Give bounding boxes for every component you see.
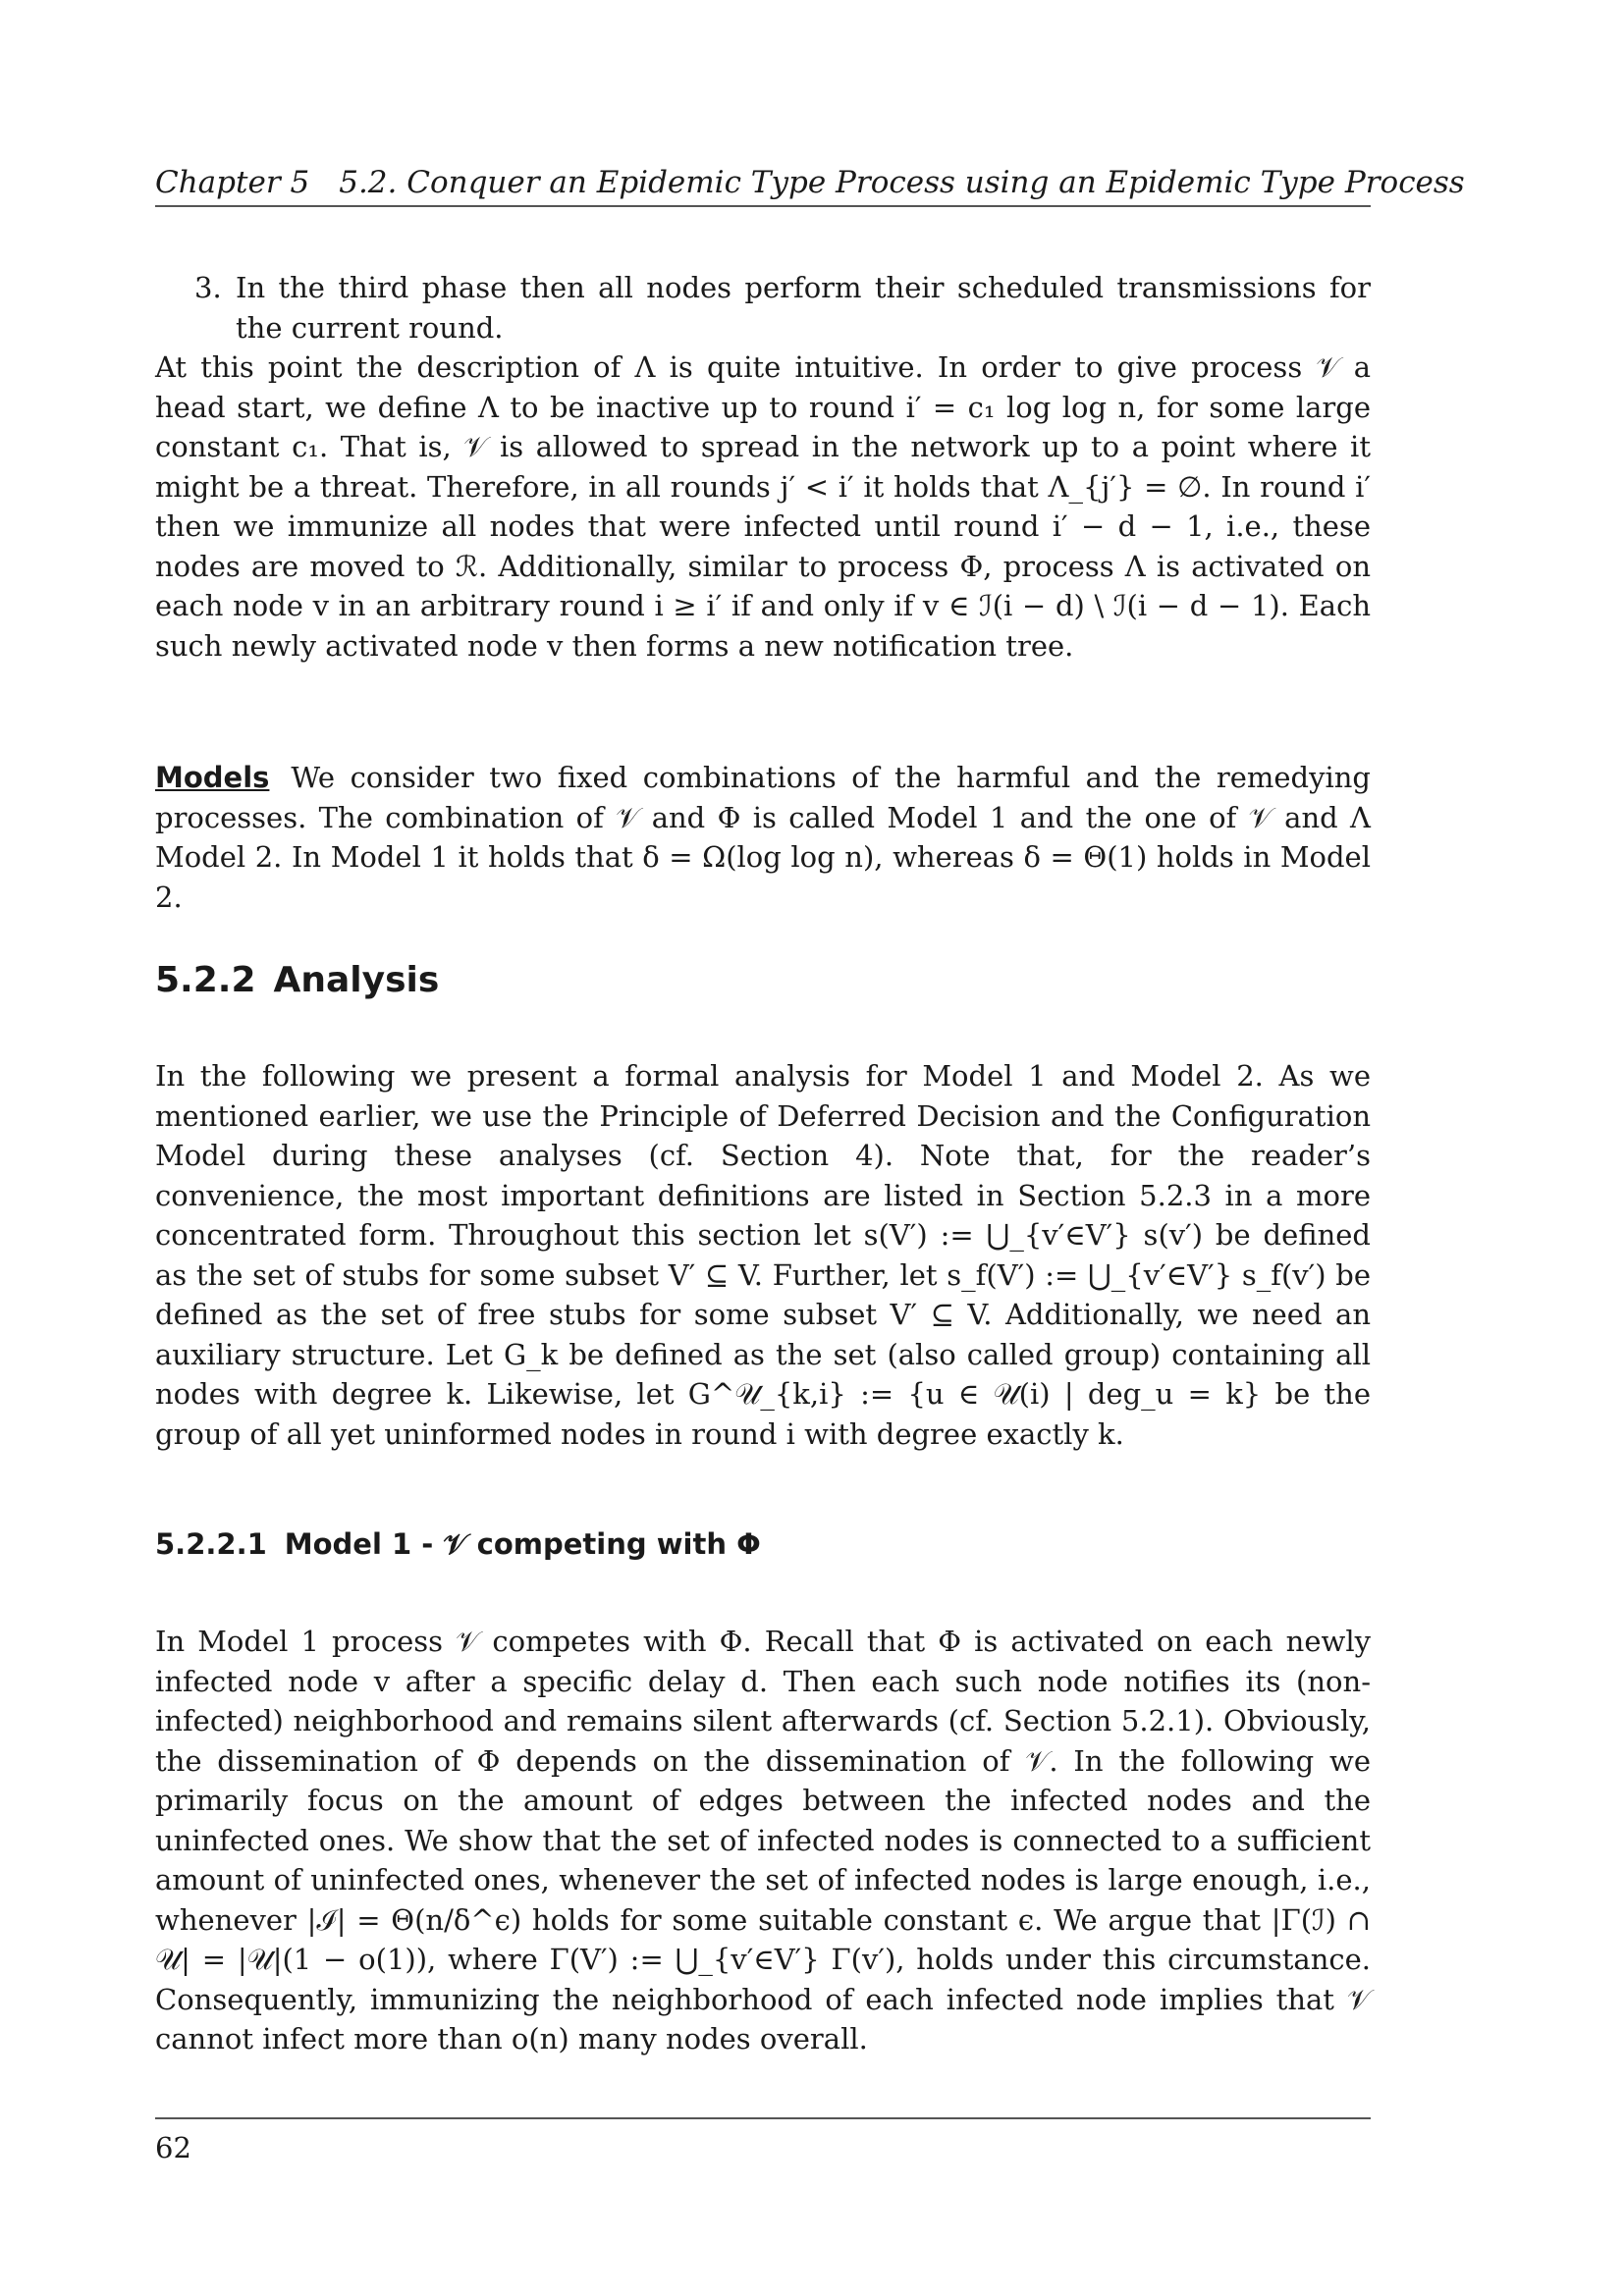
header-chapter: Chapter 5 (155, 165, 310, 200)
paragraph-model1: In Model 1 process 𝒱 competes with Φ. Recall that Φ is activated on each newly infected node v after a specific delay d. Then each such node notifies its (non-infected) neighborhood and remains silent afterwards (cf. Section 5.2.1). Obviously, the dissemination of Φ depends on the dissemination of 𝒱. In the following we primarily focus on the amount of edges between the infected nodes and the uninfected ones. We show that the set of infected nodes is connected to a sufficient amount of uninfected ones, whenever the set of infected nodes is large enough, i.e., whenever |ℐ| = Θ(n/δ^ϵ) holds for some suitable constant ϵ. We argue that |Γ(ℐ) ∩ 𝒰| = |𝒰|(1 − o(1)), where Γ(V′) := ⋃_{v′∈V′} Γ(v′), holds under this circumstance. Consequently, immunizing the neighborhood of each infected node implies that 𝒱 cannot infect more than o(n) many nodes overall. (155, 1625, 1371, 2056)
paragraph-analysis: In the following we present a formal analysis for Model 1 and Model 2. As we mentioned earlier, we use the Principle of Deferred Decision and the Configuration Model during these analyses (cf. Section 4). Note that, for the reader’s convenience, the most important definitions are listed in Section 5.2.3 in a more concentrated form. Throughout this section let s(V′) := ⋃_{v′∈V′} s(v′) be defined as the set of stubs for some subset V′ ⊆ V. Further, let s_f(V′) := ⋃_{v′∈V′} s_f(v′) be defined as the set of free stubs for some subset V′ ⊆ V. Additionally, we need an auxiliary structure. Let G_k be defined as the set (also called group) containing all nodes with degree k. Likewise, let G^𝒰_{k,i} := {u ∈ 𝒰(i) | deg_u = k} be the group of all yet uninformed nodes in round i with degree exactly k. (155, 1059, 1371, 1451)
section-title: Analysis (273, 960, 440, 1000)
models-text: We consider two fixed combinations of the harmful and the remedying processes. The combination of 𝒱 and Φ is called Model 1 and the one of 𝒱 and Λ Model 2. In Model 1 it holds that δ = Ω(log log n), whereas δ = Θ(1) holds in Model 2. (155, 761, 1371, 914)
subsection-number: 5.2.2.1 (155, 1527, 267, 1561)
paragraph-lambda: At this point the description of Λ is quite intuitive. In order to give process 𝒱 a head start, we define Λ to be inactive up to round i′ = c₁ log log n, for some large constant c₁. That is, 𝒱 is allowed to spread in the network up to a point where it might be a threat. Therefore, in all rounds j′ < i′ it holds that Λ_{j′} = ∅. In round i′ then we immunize all nodes that were infected until round i′ − d − 1, i.e., these nodes are moved to ℛ. Additionally, similar to process Φ, process Λ is activated on each node v in an arbitrary round i ≥ i′ if and only if v ∈ ℐ(i − d) \ ℐ(i − d − 1). Each such newly activated node v then forms a new notification tree. (155, 350, 1371, 663)
header-rule (155, 205, 1371, 207)
footer-rule (155, 2117, 1371, 2119)
header-section: 5.2. Conquer an Epidemic Type Process using an Epidemic Type Process (339, 165, 1465, 200)
list-item-text: In the third phase then all nodes perform their scheduled transmissions for the current round. (236, 271, 1371, 345)
section-number: 5.2.2 (155, 960, 256, 1000)
models-label: Models (155, 761, 270, 794)
section-heading-analysis (155, 958, 439, 1003)
page-number: 62 (155, 2131, 191, 2164)
running-header (155, 163, 1465, 202)
list-item (194, 268, 1371, 347)
subsection-title: Model 1 - 𝒱 competing with Φ (284, 1527, 761, 1561)
paragraph-models (155, 758, 1371, 917)
list-item-number: 3. (194, 271, 222, 304)
subsection-heading-model1 (155, 1524, 761, 1564)
